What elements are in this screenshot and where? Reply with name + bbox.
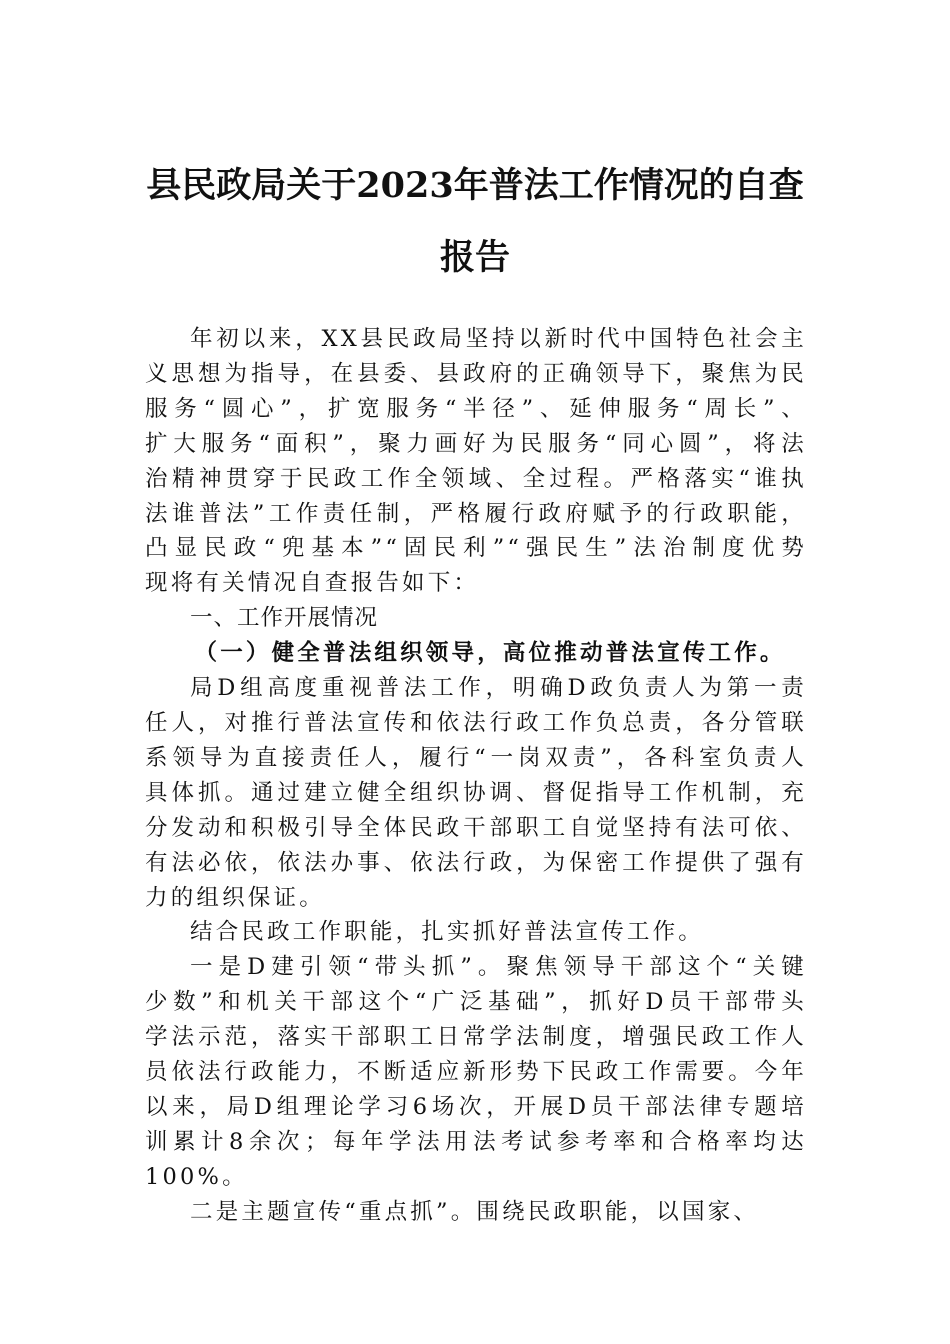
paragraph-line: 扩大服务“面积”，聚力画好为民服务“同心圆”，将法	[145, 430, 807, 457]
paragraph-line: 有法必依，依法办事、依法行政，为保密工作提供了强有	[145, 849, 807, 876]
paragraph-line: 少数”和机关干部这个“广泛基础”，抓好D员干部带头	[145, 989, 807, 1016]
paragraph-line: 分发动和积极引导全体民政干部职工自觉坚持有法可依、	[145, 814, 807, 841]
paragraph-line: 力的组织保证。	[145, 884, 325, 911]
paragraph-line: 一、工作开展情况	[190, 605, 379, 632]
body-paragraph	[145, 1195, 807, 1230]
paragraph-line: 年初以来，XX县民政局坚持以新时代中国特色社会主	[190, 326, 807, 352]
paragraph-line: 凸显民政“兜基本”“固民利”“强民生”法治制度优势	[145, 535, 807, 562]
paragraph-line: 训累计8余次；每年学法用法考试参考率和合格率均达	[145, 1128, 807, 1155]
body-paragraph	[145, 950, 807, 1194]
paragraph-line: 100%。	[145, 1163, 248, 1190]
paragraph-line: 局D组高度重视普法工作，明确D政负责人为第一责	[190, 675, 807, 702]
paragraph-line: 结合民政工作职能，扎实抓好普法宣传工作。	[190, 919, 705, 946]
paragraph-line: 治精神贯穿于民政工作全领域、全过程。严格落实“谁执	[145, 465, 807, 492]
paragraph-line: 系领导为直接责任人，履行“一岗双责”，各科室负责人	[145, 744, 807, 771]
paragraph-line: 二是主题宣传“重点抓”。围绕民政职能，以国家、	[190, 1198, 760, 1225]
paragraph-line: 员依法行政能力，不断适应新形势下民政工作需要。今年	[145, 1059, 807, 1086]
document-body	[145, 322, 807, 1230]
paragraph-line: 任人，对推行普法宣传和依法行政工作负总责，各分管联	[145, 709, 807, 736]
paragraph-line: 学法示范，落实干部职工日常学法制度，增强民政工作人	[145, 1024, 807, 1051]
document-title	[130, 150, 820, 294]
paragraph-line: 具体抓。通过建立健全组织协调、督促指导工作机制，充	[145, 779, 807, 806]
paragraph-line: 现将有关情况自查报告如下：	[145, 570, 480, 597]
paragraph-line: 以来，局D组理论学习6场次，开展D员干部法律专题培	[145, 1093, 807, 1120]
paragraph-line: （一）健全普法组织领导，高位推动普法宣传工作。	[194, 640, 786, 667]
paragraph-line: 义思想为指导，在县委、县政府的正确领导下，聚焦为民	[145, 360, 807, 387]
paragraph-line: 法谁普法”工作责任制，严格履行政府赋予的行政职能，	[145, 500, 807, 527]
body-paragraph	[145, 322, 807, 601]
section-heading	[145, 601, 807, 636]
paragraph-line: 服务“圆心”，扩宽服务“半径”、延伸服务“周长”、	[145, 395, 807, 422]
paragraph-line: 一是D建引领“带头抓”。聚焦领导干部这个“关键	[190, 954, 807, 981]
body-paragraph	[145, 671, 807, 915]
body-paragraph	[145, 915, 807, 950]
title-line-2: 报告	[439, 237, 510, 278]
subsection-heading	[145, 636, 807, 671]
title-line-1: 县民政局关于2023年普法工作情况的自查	[146, 165, 804, 206]
